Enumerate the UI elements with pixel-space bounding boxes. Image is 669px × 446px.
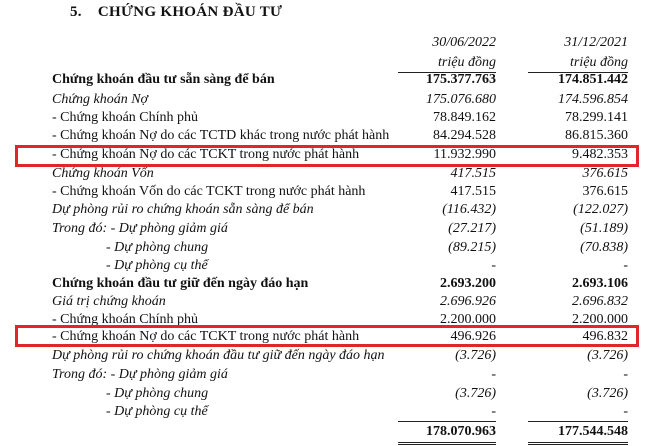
row-value-31-12-2021: 86.815.360	[565, 128, 628, 143]
row-value-30-06-2022: 175.377.763	[426, 72, 496, 87]
table-row	[0, 386, 669, 405]
table-row	[0, 221, 669, 240]
table-row	[0, 166, 669, 185]
column-date-1: 30/06/2022	[432, 35, 496, 50]
total-row	[0, 424, 669, 443]
table-row	[0, 72, 669, 91]
row-label: Trong đó: - Dự phòng giảm giá	[52, 221, 228, 236]
table-row	[0, 348, 669, 367]
row-value-31-12-2021: 174.596.854	[558, 92, 628, 107]
column-unit-1: triệu đồng	[438, 55, 496, 70]
row-value-31-12-2021: 9.482.353	[572, 147, 628, 162]
row-value-31-12-2021: (51.189)	[580, 221, 628, 236]
column-date-2: 31/12/2021	[564, 35, 628, 50]
row-value-30-06-2022: (3.726)	[455, 348, 496, 363]
row-value-31-12-2021: (3.726)	[587, 386, 628, 401]
total-value-2: 177.544.548	[558, 424, 628, 439]
row-label: - Dự phòng cụ thể	[106, 404, 208, 419]
row-value-31-12-2021: (3.726)	[587, 348, 628, 363]
table-row	[0, 110, 669, 129]
row-value-30-06-2022: 78.849.162	[433, 110, 496, 125]
section-title	[70, 4, 282, 21]
highlight-box-htm-tckt	[15, 325, 639, 347]
section-title-text: CHỨNG KHOÁN ĐẦU TƯ	[97, 4, 283, 20]
total-topline-2	[528, 421, 628, 422]
row-value-30-06-2022: 175.076.680	[426, 92, 496, 107]
column-unit-2: triệu đồng	[570, 55, 628, 70]
row-value-30-06-2022: 2.200.000	[440, 312, 496, 327]
table-row	[0, 184, 669, 203]
row-value-30-06-2022: 2.693.200	[440, 276, 496, 291]
table-row	[0, 258, 669, 277]
row-label: - Chứng khoán Vốn do các TCKT trong nước phát hành	[52, 184, 366, 199]
row-value-30-06-2022: 417.515	[450, 166, 496, 181]
section-number: 5.	[70, 4, 82, 20]
row-value-31-12-2021: 78.299.141	[565, 110, 628, 125]
row-value-30-06-2022: 417.515	[450, 184, 496, 199]
row-label: Chứng khoán đầu tư giữ đến ngày đáo hạn	[52, 276, 309, 291]
table-row	[0, 294, 669, 313]
row-label: Trong đó: - Dự phòng giảm giá	[52, 367, 228, 382]
row-value-31-12-2021: -	[623, 367, 628, 382]
row-value-31-12-2021: -	[623, 404, 628, 419]
row-value-30-06-2022: 496.926	[450, 329, 496, 344]
total-value-1: 178.070.963	[426, 424, 496, 439]
row-value-31-12-2021: 496.832	[582, 329, 628, 344]
total-underline-2b	[528, 444, 628, 445]
row-value-30-06-2022: -	[491, 404, 496, 419]
row-label: - Dự phòng chung	[106, 240, 209, 255]
table-row	[0, 240, 669, 259]
row-value-30-06-2022: (89.215)	[448, 240, 496, 255]
row-value-31-12-2021: -	[623, 258, 628, 273]
row-label: Giá trị chứng khoán	[52, 294, 166, 309]
row-label: Chứng khoán Vốn	[52, 166, 154, 181]
total-underline-2a	[528, 442, 628, 443]
highlight-box-afs-tckt	[15, 145, 639, 167]
row-value-30-06-2022: 84.294.528	[433, 128, 496, 143]
row-value-30-06-2022: (27.217)	[448, 221, 496, 236]
row-label: - Dự phòng chung	[106, 386, 209, 401]
row-label: Dự phòng rủi ro chứng khoán sẵn sàng để bán	[52, 202, 314, 217]
row-value-31-12-2021: 174.851.442	[558, 72, 628, 87]
row-value-30-06-2022: -	[491, 367, 496, 382]
row-label: Chứng khoán đầu tư sẵn sàng để bán	[52, 72, 275, 87]
row-value-31-12-2021: 2.693.106	[572, 276, 628, 291]
row-label: - Chứng khoán Nợ do các TCKT trong nước phát hành	[52, 147, 360, 162]
table-row	[0, 202, 669, 221]
row-value-31-12-2021: (70.838)	[580, 240, 628, 255]
row-label: - Chứng khoán Nợ do các TCTD khác trong nước phát hành	[52, 128, 390, 143]
row-label: - Chứng khoán Chính phủ	[52, 110, 199, 125]
row-value-31-12-2021: 2.200.000	[572, 312, 628, 327]
row-label: - Chứng khoán Chính phủ	[52, 312, 199, 327]
table-row	[0, 367, 669, 386]
row-label: - Dự phòng cụ thể	[106, 258, 208, 273]
row-value-30-06-2022: -	[491, 258, 496, 273]
table-row	[0, 276, 669, 295]
row-value-30-06-2022: (3.726)	[455, 386, 496, 401]
total-underline-1b	[398, 444, 496, 445]
row-label: Dự phòng rủi ro chứng khoán đầu tư giữ đến ngày đáo hạn	[52, 348, 385, 363]
row-value-31-12-2021: 376.615	[582, 166, 628, 181]
row-value-30-06-2022: 2.696.926	[440, 294, 496, 309]
total-topline-1	[398, 421, 496, 422]
row-label: - Chứng khoán Nợ do các TCKT trong nước phát hành	[52, 329, 360, 344]
row-value-31-12-2021: 376.615	[582, 184, 628, 199]
table-row	[0, 92, 669, 111]
row-value-30-06-2022: 11.932.990	[433, 147, 496, 162]
row-value-30-06-2022: (116.432)	[442, 202, 496, 217]
row-label: Chứng khoán Nợ	[52, 92, 148, 107]
total-underline-1a	[398, 442, 496, 443]
row-value-31-12-2021: 2.696.832	[572, 294, 628, 309]
row-value-31-12-2021: (122.027)	[573, 202, 628, 217]
